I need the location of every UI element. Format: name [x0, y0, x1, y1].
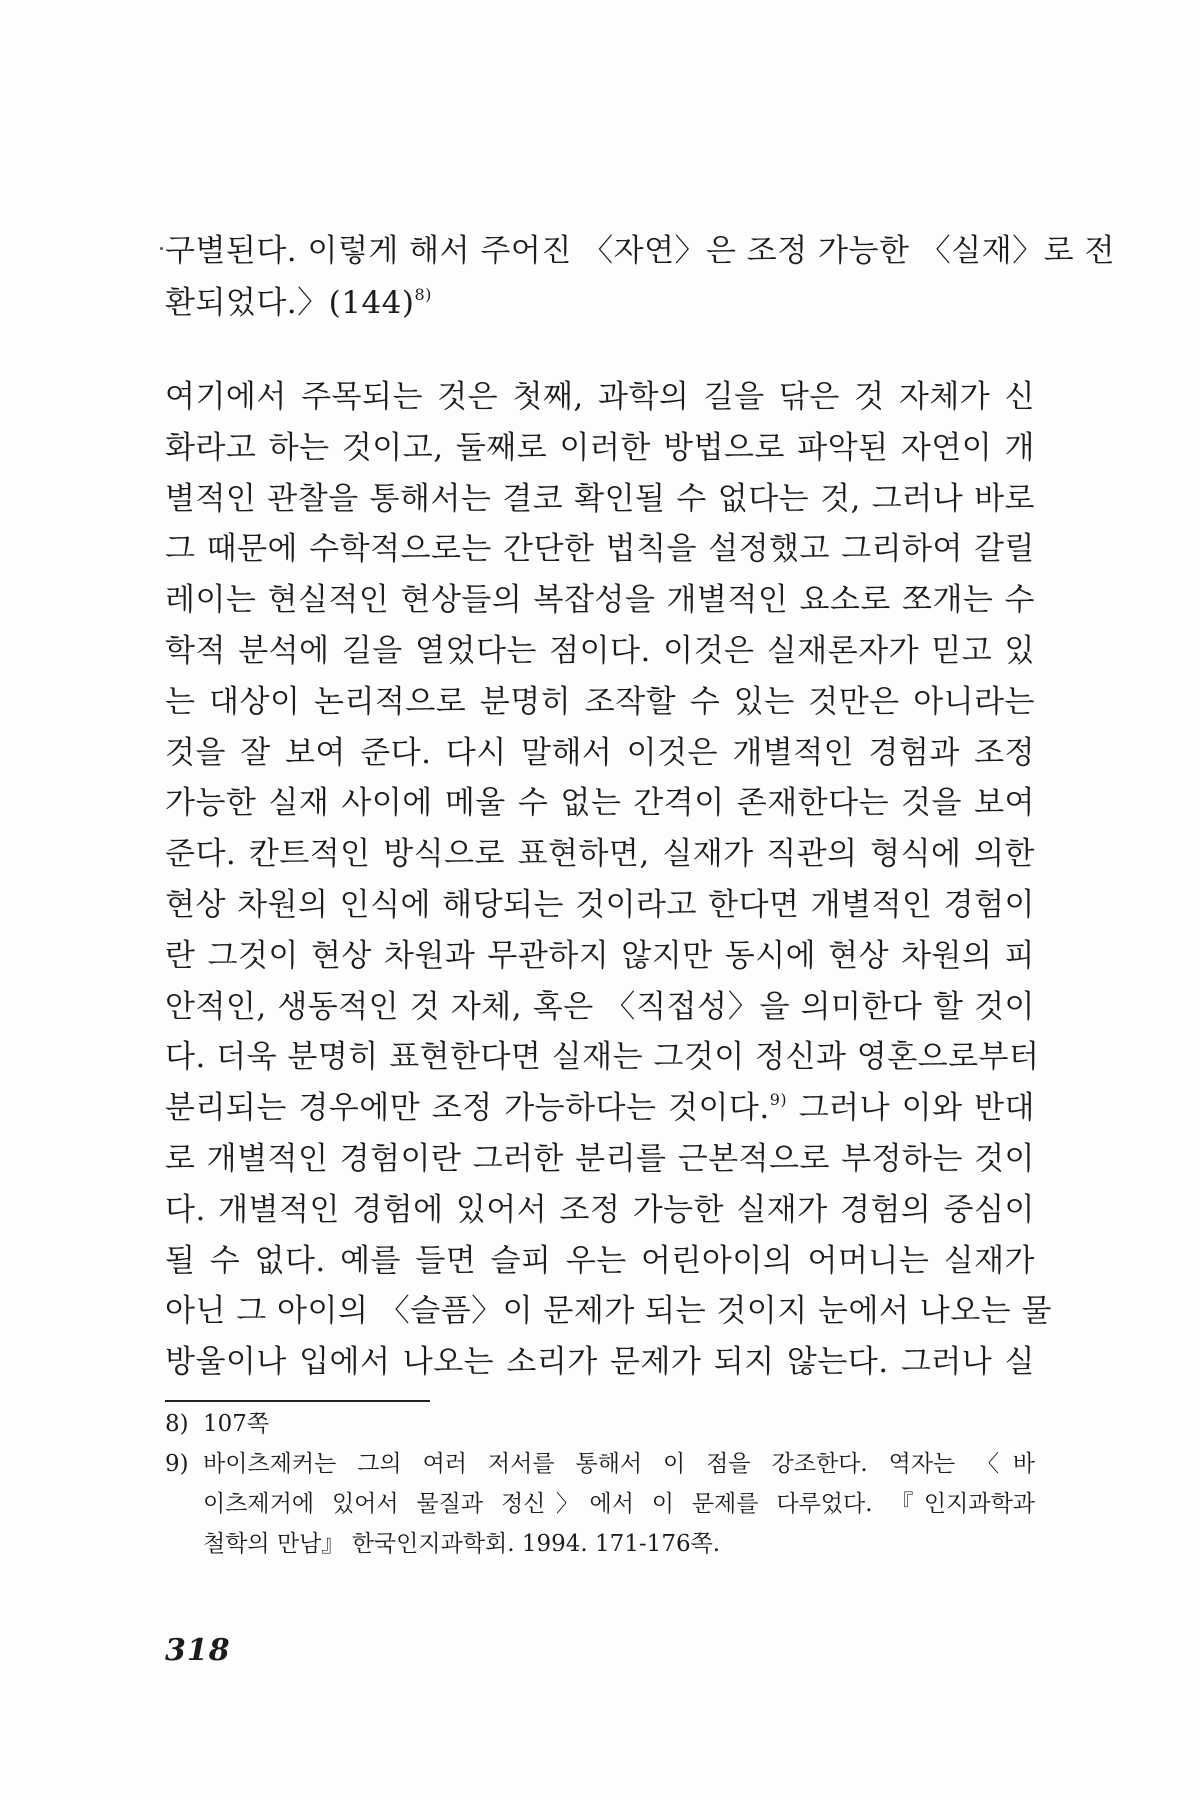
- footnote-9-line-3: 철학의 만남』 한국인지과학회. 1994. 171-176쪽.: [203, 1531, 721, 1557]
- paragraph-line: 그 때문에 수학적으로는 간단한 법칙을 설정했고 그리하여 갈릴: [165, 531, 1035, 568]
- quote-continuation: [165, 225, 1115, 329]
- paragraph-line-with-note: [165, 1083, 1035, 1134]
- quote-line-1: 구별된다. 이렇게 해서 주어진 〈자연〉은 조정 가능한 〈실재〉로 전: [165, 233, 1115, 269]
- paragraph-line: 학적 분석에 길을 열었다는 점이다. 이것은 실재론자가 믿고 있: [165, 632, 1035, 669]
- footnote-ref-9: 9): [769, 1089, 788, 1109]
- paragraph-line: 는 대상이 논리적으로 분명히 조작할 수 있는 것만은 아니라는: [165, 683, 1035, 720]
- footnote-8-number: 8): [165, 1411, 189, 1437]
- footnote-8-text: 107쪽: [203, 1411, 270, 1437]
- footnote-9: [165, 1444, 1035, 1484]
- paragraph-line: 될 수 없다. 예를 들면 슬피 우는 어린아이의 어머니는 실재가: [165, 1242, 1035, 1279]
- paragraph-line: 별적인 관찰을 통해서는 결코 확인될 수 없다는 것, 그러나 바로: [165, 480, 1035, 517]
- footnote-ref-8: 8): [414, 284, 432, 304]
- paragraph-line: 아닌 그 아이의 〈슬픔〉이 문제가 되는 것이지 눈에서 나오는 물: [165, 1293, 1052, 1330]
- paragraph-line: 란 그것이 현상 차원과 무관하지 않지만 동시에 현상 차원의 피: [165, 937, 1035, 974]
- paragraph-line: 여기에서 주목되는 것은 첫째, 과학의 길을 닦은 것 자체가 신: [165, 379, 1035, 415]
- footnote-9-number: 9): [165, 1451, 189, 1477]
- paragraph-line: 현상 차원의 인식에 해당되는 것이라고 한다면 개별적인 경험이: [165, 886, 1035, 923]
- footnote-9-cont: [165, 1484, 1035, 1524]
- paragraph-line: 방울이나 입에서 나오는 소리가 문제가 되지 않는다. 그러나 실: [165, 1344, 1035, 1381]
- main-paragraph: [165, 372, 1052, 1388]
- page-number: 318: [165, 1633, 231, 1668]
- quote-line-2-text: 환되었다.〉(144): [165, 285, 415, 321]
- paragraph-line: 로 개별적인 경험이란 그러한 분리를 근본적으로 부정하는 것이: [165, 1140, 1035, 1177]
- paragraph-line: 안적인, 생동적인 것 자체, 혹은 〈직접성〉을 의미한다 할 것이: [165, 988, 1035, 1025]
- footnote-9-cont: [165, 1524, 1035, 1564]
- paragraph-line: 화라고 하는 것이고, 둘째로 이러한 방법으로 파악된 자연이 개: [165, 429, 1035, 466]
- paragraph-line: 것을 잘 보여 준다. 다시 말해서 이것은 개별적인 경험과 조정: [165, 734, 1035, 771]
- margin-dot: [160, 247, 163, 250]
- paragraph-line-rest: 그러나 이와 반대: [787, 1090, 1036, 1127]
- footnote-8: [165, 1404, 1035, 1444]
- paragraph-line: 레이는 현실적인 현상들의 복잡성을 개별적인 요소로 쪼개는 수: [165, 582, 1035, 619]
- paragraph-line: 다. 개별적인 경험에 있어서 조정 가능한 실재가 경험의 중심이: [165, 1191, 1035, 1228]
- paragraph-line: 준다. 칸트적인 방식으로 표현하면, 실재가 직관의 형식에 의한: [165, 836, 1035, 873]
- paragraph-line: 가능한 실재 사이에 메울 수 없는 간격이 존재한다는 것을 보여: [165, 785, 1035, 822]
- footnotes: [165, 1404, 1035, 1564]
- footnote-9-line-1: 바이츠제커는 그의 여러 저서를 통해서 이 점을 강조한다. 역자는 〈바: [203, 1451, 1035, 1477]
- paragraph-line-text: 분리되는 경우에만 조정 가능하다는 것이다.: [165, 1090, 770, 1127]
- paragraph-line: 다. 더욱 분명히 표현한다면 실재는 그것이 정신과 영혼으로부터: [165, 1039, 1040, 1076]
- footnote-divider: [165, 1400, 430, 1402]
- footnote-9-line-2: 이츠제거에 있어서 물질과 정신〉에서 이 문제를 다루었다. 『인지과학과: [203, 1491, 1035, 1517]
- quote-line-2: [165, 277, 1035, 329]
